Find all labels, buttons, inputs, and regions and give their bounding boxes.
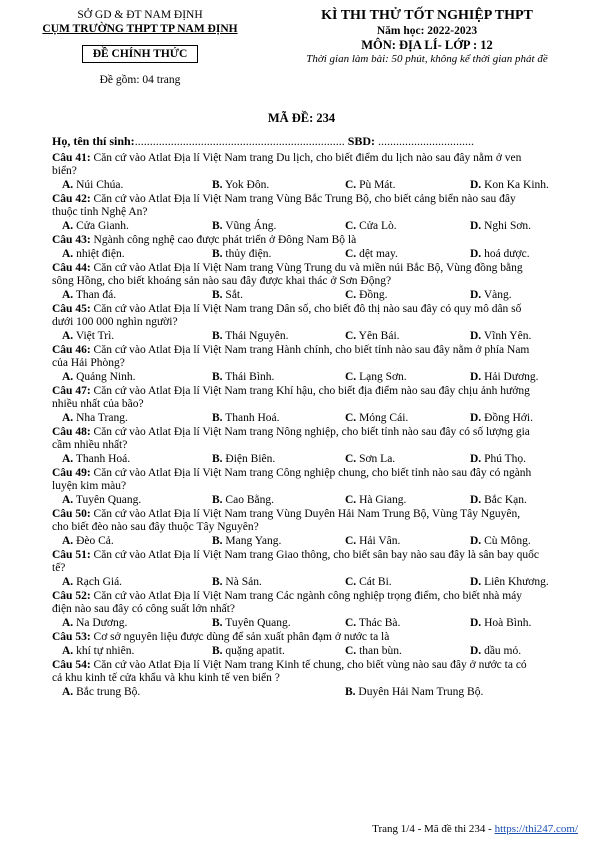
question-item	[52, 262, 572, 303]
answer-option	[212, 644, 285, 659]
question-number: Câu 49:	[52, 467, 91, 479]
answer-option	[62, 329, 114, 344]
question-text: Cơ sở nguyên liệu được dùng để sản xuất phân đạm ở nước ta là	[93, 631, 390, 643]
question-item	[52, 659, 572, 700]
answer-option	[470, 370, 539, 385]
answer-option	[62, 411, 128, 426]
question-number: Câu 51:	[52, 549, 91, 561]
option-letter: D.	[470, 371, 482, 383]
option-text: Điện Biên.	[225, 453, 276, 465]
question-text-continued: điện nào sau đây có công suất lớn nhất?	[52, 603, 236, 615]
answer-option	[212, 370, 274, 385]
question-item	[52, 549, 572, 590]
option-text: Yok Đôn.	[225, 179, 270, 191]
answer-option	[62, 219, 129, 234]
answer-option	[62, 452, 130, 467]
option-text: Yên Bái.	[358, 330, 400, 342]
answer-options	[52, 370, 572, 385]
question-text: Căn cứ vào Atlat Địa lí Việt Nam trang Công nghiệp chung, cho biết tỉnh nào sau đây có ngành	[93, 467, 532, 479]
option-letter: B.	[212, 179, 223, 191]
answer-option	[345, 644, 402, 659]
question-text-continued: dưới 100 000 nghìn người?	[52, 316, 178, 328]
answer-option	[470, 411, 533, 426]
question-text: Căn cứ vào Atlat Địa lí Việt Nam trang Du lịch, cho biết điểm du lịch nào sau đây nằm ở ven	[93, 152, 522, 164]
sbd-dots: ................................	[378, 134, 475, 148]
question-number: Câu 50:	[52, 508, 91, 520]
option-letter: D.	[470, 220, 482, 232]
option-letter: A.	[62, 220, 74, 232]
answer-options	[52, 452, 572, 467]
question-stem	[52, 344, 572, 357]
option-letter: A.	[62, 289, 74, 301]
option-text: dệt may.	[359, 248, 398, 260]
answer-options	[52, 288, 572, 303]
answer-option	[62, 370, 135, 385]
question-text: Căn cứ vào Atlat Địa lí Việt Nam trang Vùng Trung du và miền núi Bắc Bộ, Vùng đồng bằng	[93, 262, 523, 274]
candidate-name-label: Họ, tên thí sinh:	[52, 134, 135, 148]
question-stem	[52, 549, 572, 562]
answer-option	[470, 616, 531, 631]
option-text: Đèo Cả.	[76, 535, 114, 547]
option-text: Thái Nguyên.	[225, 330, 289, 342]
question-item	[52, 193, 572, 234]
option-letter: A.	[62, 535, 74, 547]
question-number: Câu 52:	[52, 590, 91, 602]
question-item	[52, 234, 572, 262]
question-text: Căn cứ vào Atlat Địa lí Việt Nam trang Khí hậu, cho biết địa điểm nào sau đây chịu ảnh hưởng	[93, 385, 530, 397]
answer-option	[470, 575, 549, 590]
candidate-name-dots: ......................................................................	[134, 134, 345, 148]
answer-option	[470, 493, 527, 508]
school-year: Năm học: 2022-2023	[376, 25, 478, 37]
option-text: Cửa Gianh.	[76, 220, 129, 232]
answer-option	[345, 685, 483, 700]
option-text: Hải Dương.	[484, 371, 539, 383]
page-count: Đề gồm: 04 trang	[99, 74, 181, 86]
option-letter: A.	[62, 686, 74, 698]
question-stem	[52, 234, 572, 247]
answer-option	[345, 247, 398, 262]
answer-option	[345, 178, 395, 193]
option-text: Duyên Hải Nam Trung Bộ.	[358, 686, 484, 698]
exam-title: KÌ THI THỬ TỐT NGHIỆP THPT	[321, 8, 533, 23]
answer-option	[212, 575, 262, 590]
answer-option	[212, 411, 280, 426]
answer-option	[62, 685, 140, 700]
sbd-label: SBD:	[347, 134, 376, 148]
answer-options	[52, 247, 572, 262]
option-letter: C.	[345, 371, 357, 383]
option-text: Hải Vân.	[359, 535, 401, 547]
question-number: Câu 41:	[52, 152, 91, 164]
question-item	[52, 426, 572, 467]
answer-option	[212, 616, 291, 631]
question-text: Căn cứ vào Atlat Địa lí Việt Nam trang Hành chính, cho biết tỉnh nào sau đây nằm ở phía Nam	[93, 344, 530, 356]
answer-option	[212, 247, 271, 262]
question-text-continued: sông Hồng, cho biết khoáng sản nào sau đây được khai thác ở Sơn Động?	[52, 275, 392, 287]
question-number: Câu 44:	[52, 262, 91, 274]
option-letter: B.	[212, 453, 223, 465]
option-letter: D.	[470, 179, 482, 191]
question-text-continued: tế?	[52, 562, 66, 574]
option-letter: B.	[212, 371, 223, 383]
option-letter: D.	[470, 289, 482, 301]
option-text: quặng apatit.	[225, 645, 285, 657]
question-stem	[52, 467, 572, 480]
option-text: Thác Bà.	[358, 617, 401, 629]
option-text: Nha Trang.	[76, 412, 128, 424]
question-text-continued: nhiều nhất của bão?	[52, 398, 144, 410]
option-letter: C.	[345, 220, 357, 232]
answer-option	[62, 493, 141, 508]
answer-option	[62, 616, 127, 631]
question-text-continued: biển?	[52, 165, 77, 177]
option-letter: D.	[470, 535, 482, 547]
option-letter: A.	[62, 330, 74, 342]
question-text: Căn cứ vào Atlat Địa lí Việt Nam trang Kinh tế chung, cho biết vùng nào sau đây ở nước ta có	[93, 659, 527, 671]
option-text: Thanh Hoá.	[75, 453, 131, 465]
option-letter: C.	[345, 494, 357, 506]
option-text: Núi Chúa.	[76, 179, 124, 191]
option-letter: C.	[345, 289, 357, 301]
answer-options	[52, 534, 572, 549]
question-item	[52, 631, 572, 659]
option-text: Việt Trì.	[75, 330, 115, 342]
option-letter: A.	[62, 179, 74, 191]
option-text: dầu mỏ.	[484, 645, 522, 657]
option-letter: A.	[62, 576, 74, 588]
option-text: Đồng Hới.	[484, 412, 533, 424]
candidate-line	[52, 134, 474, 149]
option-letter: C.	[345, 248, 357, 260]
answer-options	[52, 685, 572, 700]
option-letter: B.	[345, 686, 356, 698]
option-text: Quảng Ninh.	[76, 371, 136, 383]
option-text: Kon Ka Kinh.	[484, 179, 549, 191]
option-text: Nà Sản.	[225, 576, 262, 588]
option-letter: C.	[345, 412, 357, 424]
option-text: Pù Mát.	[359, 179, 396, 191]
option-text: Bắc trung Bộ.	[76, 686, 141, 698]
question-item	[52, 152, 572, 193]
subject: MÔN: ĐỊA LÍ- LỚP : 12	[361, 38, 493, 52]
option-letter: D.	[470, 330, 482, 342]
option-letter: D.	[470, 453, 482, 465]
question-text-continued: luyện kim màu?	[52, 480, 127, 492]
answer-option	[62, 644, 134, 659]
answer-option	[345, 219, 397, 234]
option-letter: D.	[470, 645, 482, 657]
answer-option	[62, 534, 114, 549]
answer-option	[212, 219, 276, 234]
option-text: Na Dương.	[76, 617, 128, 629]
answer-option	[470, 288, 512, 303]
option-text: Rạch Giá.	[76, 576, 123, 588]
header-right	[262, 8, 592, 66]
question-item	[52, 385, 572, 426]
exam-header	[0, 8, 603, 98]
question-number: Câu 42:	[52, 193, 91, 205]
question-item	[52, 303, 572, 344]
question-text: Căn cứ vào Atlat Địa lí Việt Nam trang Vùng Duyên Hải Nam Trung Bộ, Vùng Tây Nguyên,	[93, 508, 521, 520]
question-text: Căn cứ vào Atlat Địa lí Việt Nam trang Giao thông, cho biết sân bay nào sau đây là sân bay quốc	[93, 549, 539, 561]
question-number: Câu 47:	[52, 385, 91, 397]
option-text: Vĩnh Yên.	[483, 330, 532, 342]
option-letter: C.	[345, 453, 357, 465]
option-text: Liên Khương.	[484, 576, 549, 588]
option-text: Cao Bằng.	[225, 494, 274, 506]
school-cluster-name: CỤM TRƯỜNG THPT TP NAM ĐỊNH	[42, 23, 238, 35]
answer-option	[345, 534, 400, 549]
option-letter: D.	[470, 617, 482, 629]
page-footer	[0, 823, 578, 835]
answer-option	[470, 329, 531, 344]
answer-option	[470, 219, 531, 234]
question-number: Câu 54:	[52, 659, 91, 671]
answer-option	[62, 247, 125, 262]
header-left	[40, 8, 240, 87]
answer-options	[52, 644, 572, 659]
question-item	[52, 508, 572, 549]
option-text: Vàng.	[483, 289, 512, 301]
exam-duration: Thời gian làm bài: 50 phút, không kể thời gian phát đề	[306, 53, 548, 65]
option-letter: B.	[212, 494, 223, 506]
answer-options	[52, 329, 572, 344]
answer-option	[212, 493, 274, 508]
answer-options	[52, 219, 572, 234]
question-text: Căn cứ vào Atlat Địa lí Việt Nam trang Các ngành công nghiệp trọng điểm, cho biết nhà máy	[93, 590, 523, 602]
option-text: Thái Bình.	[225, 371, 275, 383]
option-text: khí tự nhiên.	[76, 645, 135, 657]
answer-option	[345, 329, 400, 344]
option-letter: B.	[212, 220, 223, 232]
answer-option	[345, 493, 406, 508]
option-text: Sắt.	[225, 289, 243, 301]
question-text-continued: cầm nhiều nhất?	[52, 439, 128, 451]
option-letter: B.	[212, 330, 223, 342]
option-letter: C.	[345, 535, 357, 547]
question-stem	[52, 508, 572, 521]
option-letter: B.	[212, 576, 223, 588]
answer-options	[52, 616, 572, 631]
option-letter: A.	[62, 494, 74, 506]
option-letter: B.	[212, 248, 223, 260]
option-letter: B.	[212, 535, 223, 547]
answer-option	[212, 452, 275, 467]
question-item	[52, 590, 572, 631]
question-text-continued: cả khu kinh tế cửa khẩu và khu kinh tế ven biển ?	[52, 672, 280, 684]
option-text: than bùn.	[359, 645, 402, 657]
option-letter: B.	[212, 617, 223, 629]
question-stem	[52, 303, 572, 316]
option-text: Nghi Sơn.	[484, 220, 532, 232]
answer-option	[62, 178, 123, 193]
question-stem	[52, 426, 572, 439]
question-text: Căn cứ vào Atlat Địa lí Việt Nam trang Nông nghiệp, cho biết tỉnh nào sau đây có số lượng gia	[93, 426, 530, 438]
answer-option	[345, 575, 392, 590]
answer-options	[52, 575, 572, 590]
answer-option	[470, 452, 526, 467]
question-item	[52, 467, 572, 508]
option-letter: A.	[62, 453, 74, 465]
question-number: Câu 53:	[52, 631, 91, 643]
question-list	[52, 152, 572, 700]
option-letter: C.	[345, 645, 357, 657]
option-text: Tuyên Quang.	[225, 617, 291, 629]
answer-option	[470, 247, 530, 262]
answer-options	[52, 411, 572, 426]
question-item	[52, 344, 572, 385]
answer-option	[345, 370, 407, 385]
answer-option	[470, 178, 549, 193]
answer-option	[470, 644, 521, 659]
department-name: SỞ GD & ĐT NAM ĐỊNH	[77, 9, 203, 21]
option-letter: A.	[62, 617, 74, 629]
question-text-continued: thuộc tỉnh Nghệ An?	[52, 206, 148, 218]
option-text: Đồng.	[359, 289, 388, 301]
question-stem	[52, 659, 572, 672]
option-text: hoá dược.	[484, 248, 530, 260]
option-text: nhiệt điện.	[76, 248, 125, 260]
question-text: Căn cứ vào Atlat Địa lí Việt Nam trang Dân số, cho biết đô thị nào sau đây có quy mô dân số	[93, 303, 522, 315]
answer-option	[345, 411, 408, 426]
option-letter: C.	[345, 330, 357, 342]
answer-options	[52, 178, 572, 193]
answer-option	[212, 329, 288, 344]
footer-text: Trang 1/4 - Mã đề thi 234 -	[372, 823, 495, 835]
answer-option	[212, 534, 281, 549]
option-text: Than đá.	[75, 289, 117, 301]
answer-option	[345, 616, 400, 631]
option-text: Sơn La.	[359, 453, 396, 465]
option-letter: A.	[62, 371, 74, 383]
question-text-continued: cho biết đèo nào sau đây thuộc Tây Nguyên?	[52, 521, 259, 533]
answer-option	[62, 288, 116, 303]
option-text: Móng Cái.	[359, 412, 409, 424]
question-number: Câu 43:	[52, 234, 91, 246]
answer-option	[470, 534, 531, 549]
option-text: Mang Yang.	[225, 535, 282, 547]
option-letter: A.	[62, 645, 74, 657]
option-letter: B.	[212, 645, 223, 657]
question-stem	[52, 193, 572, 206]
option-text: Lạng Sơn.	[359, 371, 407, 383]
question-number: Câu 48:	[52, 426, 91, 438]
option-letter: D.	[470, 576, 482, 588]
answer-option	[62, 575, 122, 590]
question-stem	[52, 262, 572, 275]
option-text: Vũng Áng.	[225, 220, 277, 232]
option-text: Tuyên Quang.	[75, 494, 142, 506]
answer-option	[212, 178, 269, 193]
answer-option	[345, 288, 388, 303]
option-text: Phú Thọ.	[484, 453, 527, 465]
answer-options	[52, 493, 572, 508]
option-text: Bắc Kạn.	[484, 494, 527, 506]
footer-link[interactable]: https://thi247.com/	[494, 823, 578, 835]
option-letter: C.	[345, 179, 357, 191]
question-stem	[52, 152, 572, 165]
option-text: Thanh Hoá.	[225, 412, 280, 424]
option-text: Hà Giang.	[359, 494, 407, 506]
option-letter: A.	[62, 412, 74, 424]
option-letter: A.	[62, 248, 74, 260]
option-letter: C.	[345, 617, 357, 629]
official-exam-box: ĐỀ CHÍNH THỨC	[82, 45, 199, 63]
question-text: Căn cứ vào Atlat Địa lí Việt Nam trang Vùng Bắc Trung Bộ, cho biết cảng biển nào sau đây	[93, 193, 516, 205]
exam-code: MÃ ĐỀ: 234	[267, 111, 336, 125]
question-number: Câu 46:	[52, 344, 91, 356]
answer-option	[212, 288, 243, 303]
question-text: Ngành công nghệ cao được phát triển ở Đông Nam Bộ là	[93, 234, 357, 246]
option-letter: D.	[470, 494, 482, 506]
question-stem	[52, 631, 572, 644]
option-text: Cát Bi.	[359, 576, 392, 588]
option-letter: B.	[212, 412, 223, 424]
option-text: Cửa Lò.	[359, 220, 397, 232]
question-text-continued: của Hải Phòng?	[52, 357, 125, 369]
answer-option	[345, 452, 395, 467]
option-letter: D.	[470, 412, 482, 424]
option-text: thủy điện.	[225, 248, 272, 260]
option-text: Hoà Bình.	[484, 617, 532, 629]
option-letter: C.	[345, 576, 357, 588]
question-stem	[52, 385, 572, 398]
option-text: Cù Mông.	[484, 535, 531, 547]
question-stem	[52, 590, 572, 603]
question-number: Câu 45:	[52, 303, 91, 315]
option-letter: D.	[470, 248, 482, 260]
option-letter: B.	[212, 289, 223, 301]
